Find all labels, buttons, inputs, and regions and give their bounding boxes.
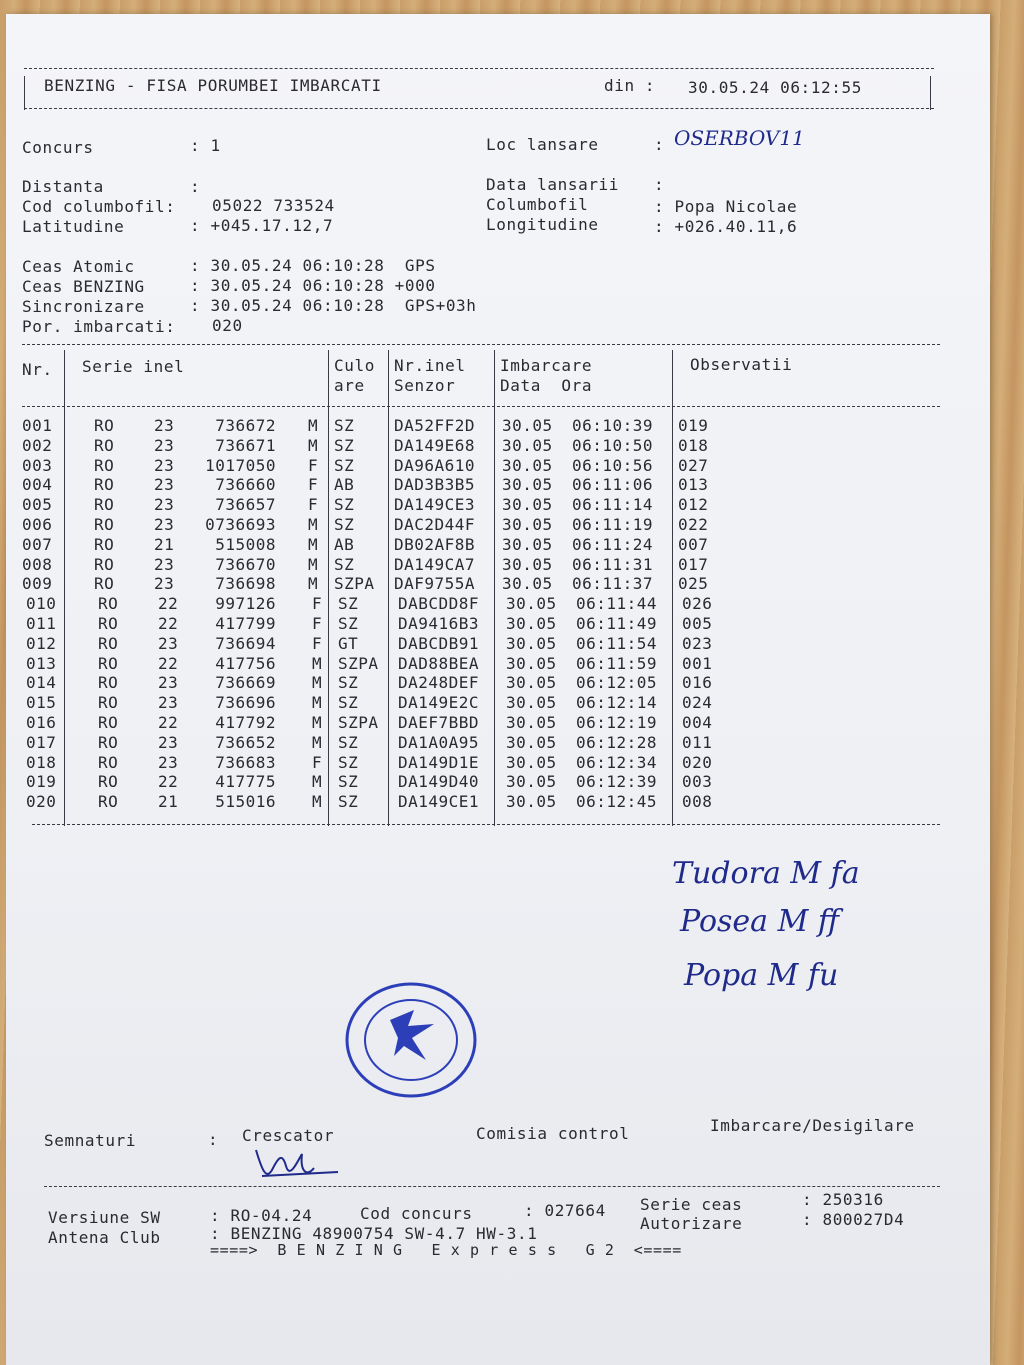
versiune-sw-value: : RO-04.24	[210, 1206, 313, 1225]
cell-an: 23	[158, 752, 179, 772]
cell-nr: 006	[22, 515, 53, 534]
cell-culoare: SZ	[338, 594, 359, 614]
cell-ora: 06:12:28	[576, 732, 658, 752]
cell-observatii: 016	[682, 673, 713, 693]
cell-observatii: 003	[682, 772, 713, 792]
columbofil-value: : Popa Nicolae	[654, 197, 798, 216]
crescator-label: Crescator	[242, 1126, 335, 1145]
cell-nr: 009	[22, 574, 53, 594]
antena-club-value: : BENZING 48900754 SW-4.7 HW-3.1	[210, 1224, 538, 1243]
cell-observatii: 024	[682, 693, 713, 713]
handwritten-name-3: Popa M fu	[684, 958, 839, 993]
cell-an: 23	[154, 574, 175, 594]
cell-tara: RO	[98, 673, 119, 693]
cell-an: 22	[158, 772, 179, 792]
cell-nr: 015	[26, 693, 57, 713]
cell-sex: M	[308, 534, 319, 554]
cell-an: 23	[158, 693, 179, 713]
cell-senzor: DA96A610	[394, 455, 476, 475]
cell-data: 30.05	[506, 713, 557, 732]
cell-senzor: DB02AF8B	[394, 534, 476, 554]
porumbei-imbarcati-label: Por. imbarcati:	[22, 317, 176, 336]
cell-ora: 06:12:19	[576, 713, 658, 732]
cell-data: 30.05	[502, 574, 553, 594]
header-top-rule	[24, 68, 934, 69]
col-separator-senzor	[494, 350, 495, 826]
cell-culoare: SZ	[338, 732, 359, 752]
cell-nr: 010	[26, 594, 57, 614]
cell-inel: 417792	[215, 713, 276, 732]
cell-data: 30.05	[506, 614, 557, 633]
header-din-value: 30.05.24 06:12:55	[688, 78, 862, 97]
serie-ceas-label: Serie ceas	[640, 1195, 743, 1214]
antena-club-label: Antena Club	[48, 1228, 161, 1247]
cell-tara: RO	[94, 515, 115, 534]
sincronizare-value: : 30.05.24 06:10:28 GPS+03h	[190, 296, 477, 315]
cell-sex: F	[312, 752, 323, 772]
cell-nr: 008	[22, 554, 53, 574]
latitudine-value: : +045.17.12,7	[190, 216, 334, 235]
col-separator-serie	[328, 350, 329, 826]
cell-ora: 06:10:56	[572, 455, 654, 475]
cell-nr: 004	[22, 475, 53, 495]
cell-inel: 417775	[215, 772, 276, 792]
col-separator-nr	[64, 350, 65, 826]
cell-ora: 06:11:24	[572, 534, 654, 554]
distanta-value: :	[190, 177, 201, 196]
cell-observatii: 005	[682, 614, 713, 633]
cell-an: 23	[154, 455, 175, 475]
cell-senzor: DA149D40	[398, 772, 480, 792]
concurs-label: Concurs	[22, 138, 94, 157]
cell-senzor: DA149D1E	[398, 752, 480, 772]
cell-senzor: DAD88BEA	[398, 653, 480, 673]
cell-sex: F	[308, 495, 319, 515]
header-right-bar	[930, 76, 931, 110]
cell-observatii: 004	[682, 713, 713, 732]
handwritten-name-1: Tudora M fa	[672, 856, 860, 891]
sincronizare-label: Sincronizare	[22, 297, 145, 316]
col-separator-imbarcare	[672, 350, 673, 826]
document-title: BENZING - FISA PORUMBEI IMBARCATI	[44, 76, 382, 95]
cell-tara: RO	[98, 792, 119, 812]
cell-data: 30.05	[506, 653, 557, 673]
col-header-culoare-2: are	[334, 376, 365, 395]
cell-inel: 736672	[215, 416, 276, 435]
cell-nr: 014	[26, 673, 57, 693]
loc-lansare-label: Loc lansare	[486, 135, 599, 154]
cell-ora: 06:11:49	[576, 614, 658, 633]
cell-ora: 06:11:19	[572, 515, 654, 534]
cell-observatii: 018	[678, 435, 709, 455]
cell-an: 23	[158, 732, 179, 752]
cell-sex: M	[312, 792, 323, 812]
cell-sex: F	[312, 633, 323, 653]
cell-culoare: SZ	[334, 515, 355, 534]
cell-nr: 019	[26, 772, 57, 792]
cell-senzor: DA52FF2D	[394, 416, 476, 435]
cell-data: 30.05	[502, 416, 553, 435]
cell-nr: 011	[26, 614, 57, 633]
cell-an: 23	[154, 416, 175, 435]
semnaturi-colon: :	[208, 1130, 219, 1149]
cell-observatii: 017	[678, 554, 709, 574]
cell-ora: 06:12:14	[576, 693, 658, 713]
cell-observatii: 020	[682, 752, 713, 772]
cell-nr: 002	[22, 435, 53, 455]
col-separator-culoare	[388, 350, 389, 826]
cell-sex: F	[308, 455, 319, 475]
cell-inel: 515008	[215, 534, 276, 554]
cell-inel: 736694	[215, 633, 276, 653]
cell-sex: F	[312, 614, 323, 633]
columbofil-label: Columbofil	[486, 195, 589, 214]
cell-inel: 736670	[215, 554, 276, 574]
ceas-benzing-label: Ceas BENZING	[22, 277, 145, 296]
table-header-rule	[22, 406, 940, 407]
loc-lansare-colon: :	[654, 135, 665, 154]
cell-an: 23	[154, 475, 175, 495]
col-header-senzor: Senzor	[394, 376, 456, 395]
versiune-sw-label: Versiune SW	[48, 1208, 161, 1227]
data-lansarii-value: :	[654, 175, 665, 194]
cell-culoare: SZ	[338, 673, 359, 693]
cell-culoare: AB	[334, 534, 355, 554]
cell-observatii: 013	[678, 475, 709, 495]
cell-observatii: 023	[682, 633, 713, 653]
cell-senzor: DA149E68	[394, 435, 476, 455]
header-din-label: din :	[604, 76, 656, 95]
cell-senzor: DABCDD8F	[398, 594, 480, 614]
cell-culoare: SZ	[338, 792, 359, 812]
cell-inel: 736657	[215, 495, 276, 515]
cell-tara: RO	[94, 475, 115, 495]
cell-tara: RO	[98, 732, 119, 752]
cell-culoare: SZ	[338, 752, 359, 772]
cell-tara: RO	[98, 614, 119, 633]
semnaturi-label: Semnaturi	[44, 1131, 137, 1150]
footer-top-rule	[44, 1186, 940, 1187]
longitudine-value: : +026.40.11,6	[654, 217, 798, 236]
cell-inel: 736669	[215, 673, 276, 693]
col-header-nr-inel: Nr.inel	[394, 356, 466, 375]
cell-tara: RO	[98, 713, 119, 732]
cell-data: 30.05	[502, 495, 553, 515]
cell-senzor: DA149E2C	[398, 693, 480, 713]
cell-data: 30.05	[506, 693, 557, 713]
cell-ora: 06:11:06	[572, 475, 654, 495]
cell-tara: RO	[98, 752, 119, 772]
cell-data: 30.05	[502, 475, 553, 495]
cell-sex: F	[312, 594, 323, 614]
cell-an: 22	[158, 713, 179, 732]
cell-observatii: 012	[678, 495, 709, 515]
cell-inel: 1017050	[205, 455, 276, 475]
cod-columbofil-label: Cod columbofil:	[22, 197, 176, 216]
cell-nr: 016	[26, 713, 57, 732]
cell-inel: 515016	[215, 792, 276, 812]
cell-senzor: DA9416B3	[398, 614, 480, 633]
cell-an: 23	[158, 633, 179, 653]
serie-ceas-value: : 250316	[802, 1190, 884, 1209]
cell-data: 30.05	[502, 515, 553, 534]
imbarcare-desigilare-label: Imbarcare/Desigilare	[710, 1116, 915, 1135]
cell-nr: 012	[26, 633, 57, 653]
cell-an: 21	[154, 534, 175, 554]
cell-inel: 736652	[215, 732, 276, 752]
cell-sex: M	[312, 713, 323, 732]
data-lansarii-label: Data lansarii	[486, 175, 620, 194]
cell-sex: M	[312, 673, 323, 693]
header-left-bar	[24, 76, 25, 110]
cell-data: 30.05	[502, 435, 553, 455]
cell-an: 23	[158, 673, 179, 693]
cell-culoare: SZ	[334, 416, 355, 435]
table-bottom-rule	[32, 824, 940, 825]
cell-culoare: SZPA	[338, 653, 379, 673]
cell-inel: 736683	[215, 752, 276, 772]
cell-sex: M	[312, 653, 323, 673]
cell-senzor: DAEF7BBD	[398, 713, 480, 732]
cell-ora: 06:12:45	[576, 792, 658, 812]
cell-culoare: SZ	[338, 693, 359, 713]
cell-observatii: 026	[682, 594, 713, 614]
cell-tara: RO	[98, 653, 119, 673]
cell-senzor: DA149CE3	[394, 495, 476, 515]
cell-observatii: 007	[678, 534, 709, 554]
cell-inel: 736698	[215, 574, 276, 594]
cell-sex: M	[308, 515, 319, 534]
cell-ora: 06:11:44	[576, 594, 658, 614]
cell-data: 30.05	[506, 752, 557, 772]
table-top-rule	[22, 344, 940, 345]
cell-an: 23	[154, 435, 175, 455]
cell-inel: 0736693	[205, 515, 276, 534]
cell-an: 23	[154, 554, 175, 574]
cell-inel: 417756	[215, 653, 276, 673]
cell-ora: 06:11:37	[572, 574, 654, 594]
cell-data: 30.05	[506, 792, 557, 812]
cell-culoare: SZ	[338, 772, 359, 792]
cell-culoare: AB	[334, 475, 355, 495]
cell-data: 30.05	[506, 673, 557, 693]
cell-culoare: SZ	[334, 455, 355, 475]
longitudine-label: Longitudine	[486, 215, 599, 234]
cell-ora: 06:12:39	[576, 772, 658, 792]
cell-senzor: DABCDB91	[398, 633, 480, 653]
cell-culoare: SZPA	[334, 574, 375, 594]
cell-sex: M	[308, 435, 319, 455]
cell-tara: RO	[94, 416, 115, 435]
cell-observatii: 019	[678, 416, 709, 435]
cell-an: 22	[158, 614, 179, 633]
cell-nr: 017	[26, 732, 57, 752]
cell-nr: 020	[26, 792, 57, 812]
cod-concurs-value: : 027664	[524, 1201, 606, 1220]
cell-tara: RO	[98, 693, 119, 713]
cell-ora: 06:11:54	[576, 633, 658, 653]
cell-culoare: SZ	[334, 554, 355, 574]
col-header-observatii: Observatii	[690, 355, 793, 374]
cell-senzor: DA1A0A95	[398, 732, 480, 752]
cod-columbofil-value: 05022 733524	[212, 196, 335, 215]
autorizare-value: : 800027D4	[802, 1210, 905, 1229]
cod-concurs-label: Cod concurs	[360, 1204, 473, 1223]
cell-senzor: DAF9755A	[394, 574, 476, 594]
ceas-benzing-value: : 30.05.24 06:10:28 +000	[190, 276, 436, 295]
cell-observatii: 027	[678, 455, 709, 475]
cell-sex: M	[308, 554, 319, 574]
cell-ora: 06:11:59	[576, 653, 658, 673]
cell-tara: RO	[98, 772, 119, 792]
cell-data: 30.05	[506, 633, 557, 653]
header-bottom-rule	[24, 108, 934, 109]
col-header-culoare-1: Culo	[334, 356, 375, 375]
cell-data: 30.05	[502, 455, 553, 475]
autorizare-label: Autorizare	[640, 1214, 743, 1233]
cell-data: 30.05	[506, 732, 557, 752]
col-header-imbarcare: Imbarcare	[500, 356, 593, 375]
ceas-atomic-label: Ceas Atomic	[22, 257, 135, 276]
cell-observatii: 022	[678, 515, 709, 534]
cell-tara: RO	[94, 534, 115, 554]
cell-observatii: 001	[682, 653, 713, 673]
cell-culoare: GT	[338, 633, 359, 653]
cell-nr: 013	[26, 653, 57, 673]
cell-observatii: 025	[678, 574, 709, 594]
cell-ora: 06:10:39	[572, 416, 654, 435]
cell-inel: 736671	[215, 435, 276, 455]
cell-ora: 06:12:05	[576, 673, 658, 693]
cell-sex: M	[312, 693, 323, 713]
col-header-serie-inel: Serie inel	[82, 357, 185, 376]
cell-tara: RO	[98, 594, 119, 614]
handwritten-name-2: Posea M ff	[680, 904, 840, 939]
cell-senzor: DA248DEF	[398, 673, 480, 693]
cell-ora: 06:10:50	[572, 435, 654, 455]
cell-ora: 06:11:14	[572, 495, 654, 515]
cell-data: 30.05	[502, 554, 553, 574]
cell-senzor: DA149CA7	[394, 554, 476, 574]
cell-an: 21	[158, 792, 179, 812]
cell-ora: 06:12:34	[576, 752, 658, 772]
cell-culoare: SZ	[338, 614, 359, 633]
cell-sex: M	[312, 772, 323, 792]
cell-nr: 003	[22, 455, 53, 475]
cell-tara: RO	[94, 495, 115, 515]
comisia-control-label: Comisia control	[476, 1124, 630, 1143]
cell-tara: RO	[98, 633, 119, 653]
cell-senzor: DA149CE1	[398, 792, 480, 812]
ceas-atomic-value: : 30.05.24 06:10:28 GPS	[190, 256, 436, 275]
cell-inel: 417799	[215, 614, 276, 633]
cell-data: 30.05	[506, 594, 557, 614]
cell-inel: 736660	[215, 475, 276, 495]
cell-senzor: DAC2D44F	[394, 515, 476, 534]
concurs-value: : 1	[190, 136, 221, 155]
latitudine-label: Latitudine	[22, 217, 125, 236]
club-stamp	[342, 980, 480, 1100]
cell-tara: RO	[94, 435, 115, 455]
cell-observatii: 008	[682, 792, 713, 812]
col-header-data-ora: Data Ora	[500, 376, 593, 395]
cell-senzor: DAD3B3B5	[394, 475, 476, 495]
cell-data: 30.05	[506, 772, 557, 792]
cell-ora: 06:11:31	[572, 554, 654, 574]
cell-culoare: SZPA	[338, 713, 379, 732]
cell-tara: RO	[94, 455, 115, 475]
cell-nr: 005	[22, 495, 53, 515]
cell-nr: 007	[22, 534, 53, 554]
cell-an: 23	[154, 515, 175, 534]
cell-culoare: SZ	[334, 435, 355, 455]
cell-sex: M	[312, 732, 323, 752]
cell-observatii: 011	[682, 732, 713, 752]
document-page	[6, 14, 990, 1365]
cell-sex: F	[308, 475, 319, 495]
col-header-nr: Nr.	[22, 360, 53, 379]
cell-culoare: SZ	[334, 495, 355, 515]
cell-data: 30.05	[502, 534, 553, 554]
cell-inel: 736696	[215, 693, 276, 713]
cell-an: 22	[158, 594, 179, 614]
distanta-label: Distanta	[22, 177, 104, 196]
cell-nr: 001	[22, 416, 53, 435]
cell-inel: 997126	[215, 594, 276, 614]
porumbei-imbarcati-value: 020	[212, 316, 243, 335]
cell-tara: RO	[94, 574, 115, 594]
cell-sex: M	[308, 574, 319, 594]
cell-nr: 018	[26, 752, 57, 772]
cell-sex: M	[308, 416, 319, 435]
cell-an: 23	[154, 495, 175, 515]
benzing-express-banner: ====> B E N Z I N G E x p r e s s G 2 <====	[210, 1241, 682, 1259]
cell-an: 22	[158, 653, 179, 673]
cell-tara: RO	[94, 554, 115, 574]
loc-lansare-handwritten-value: OSERBOV11	[674, 126, 805, 150]
